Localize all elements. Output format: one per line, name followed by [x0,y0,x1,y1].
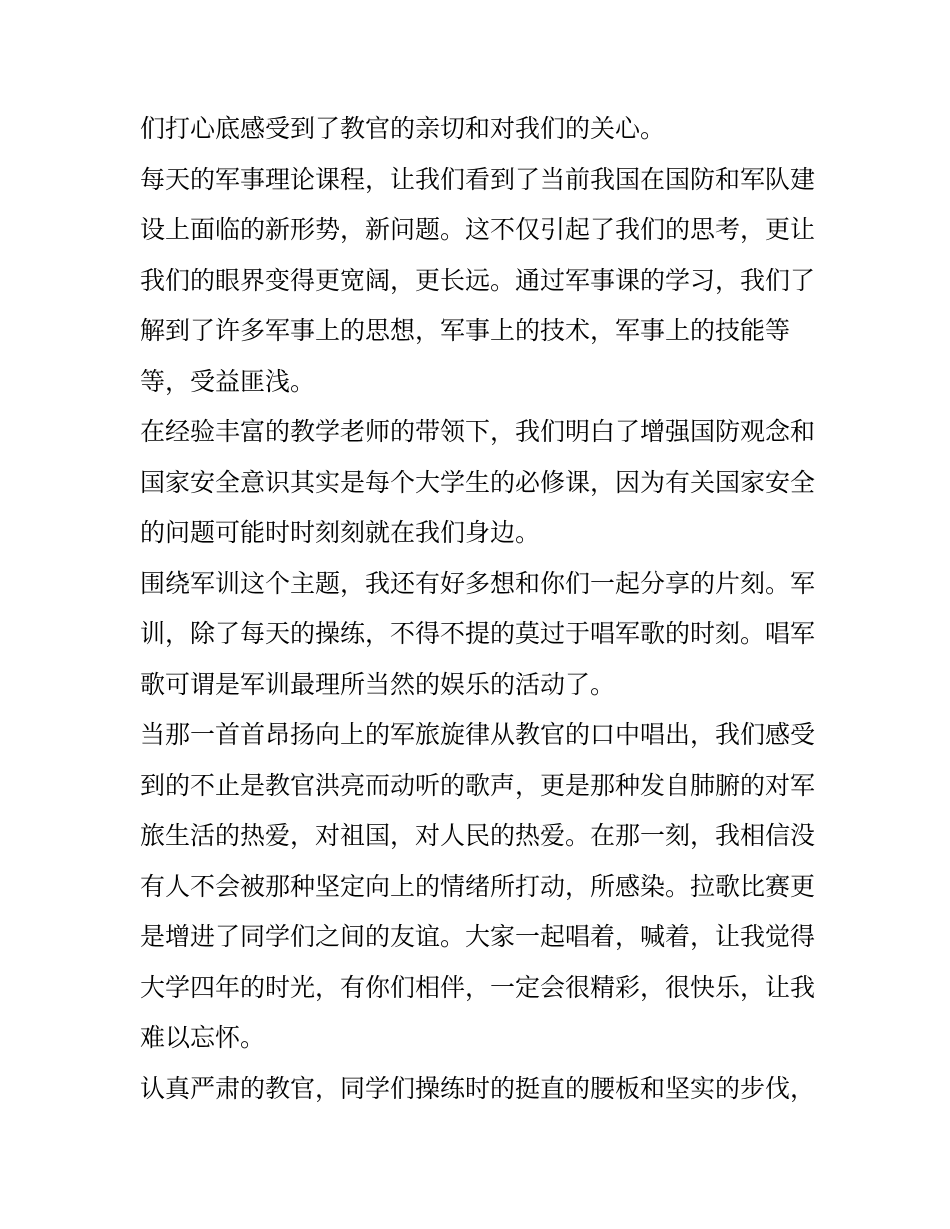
document-body [140,104,820,1114]
text-line: 难以忘怀。 [140,1023,266,1052]
text-line: 有人不会被那种坚定向上的情绪所打动，所感染。拉歌比赛更 [140,871,816,901]
text-line: 国家安全意识其实是每个大学生的必修课，因为有关国家安全 [140,467,816,497]
text-line: 是增进了同学们之间的友谊。大家一起唱着，喊着，让我觉得 [140,922,816,951]
text-line: 当那一首首昂扬向上的军旅旋律从教官的口中唱出，我们感受 [140,720,816,749]
text-line: 解到了许多军事上的思想，军事上的技术，军事上的技能等 [140,316,791,345]
text-line: 我们的眼界变得更宽阔，更长远。通过军事课的学习，我们了 [140,265,816,295]
text-line: 们打心底感受到了教官的亲切和对我们的关心。 [140,114,666,143]
text-line: 设上面临的新形势，新问题。这不仅引起了我们的思考，更让 [140,215,816,244]
text-line: 每天的军事理论课程，让我们看到了当前我国在国防和军队建 [140,164,816,194]
text-line: 等，受益匪浅。 [140,366,316,396]
text-line: 旅生活的热爱，对祖国，对人民的热爱。在那一刻，我相信没 [140,821,816,850]
text-line: 认真严肃的教官，同学们操练时的挺直的腰板和坚实的步伐， [140,1073,816,1103]
text-line: 训，除了每天的操练，不得不提的莫过于唱军歌的时刻。唱军 [140,619,816,648]
text-line: 的问题可能时时刻刻就在我们身边。 [140,518,541,547]
text-line: 围绕军训这个主题，我还有好多想和你们一起分享的片刻。军 [140,568,816,598]
text-line: 在经验丰富的教学老师的带领下，我们明白了增强国防观念和 [140,417,816,446]
text-line: 大学四年的时光，有你们相伴，一定会很精彩，很快乐，让我 [140,972,816,1002]
text-line: 到的不止是教官洪亮而动听的歌声，更是那种发自肺腑的对军 [140,770,816,800]
text-line: 歌可谓是军训最理所当然的娱乐的活动了。 [140,669,616,699]
